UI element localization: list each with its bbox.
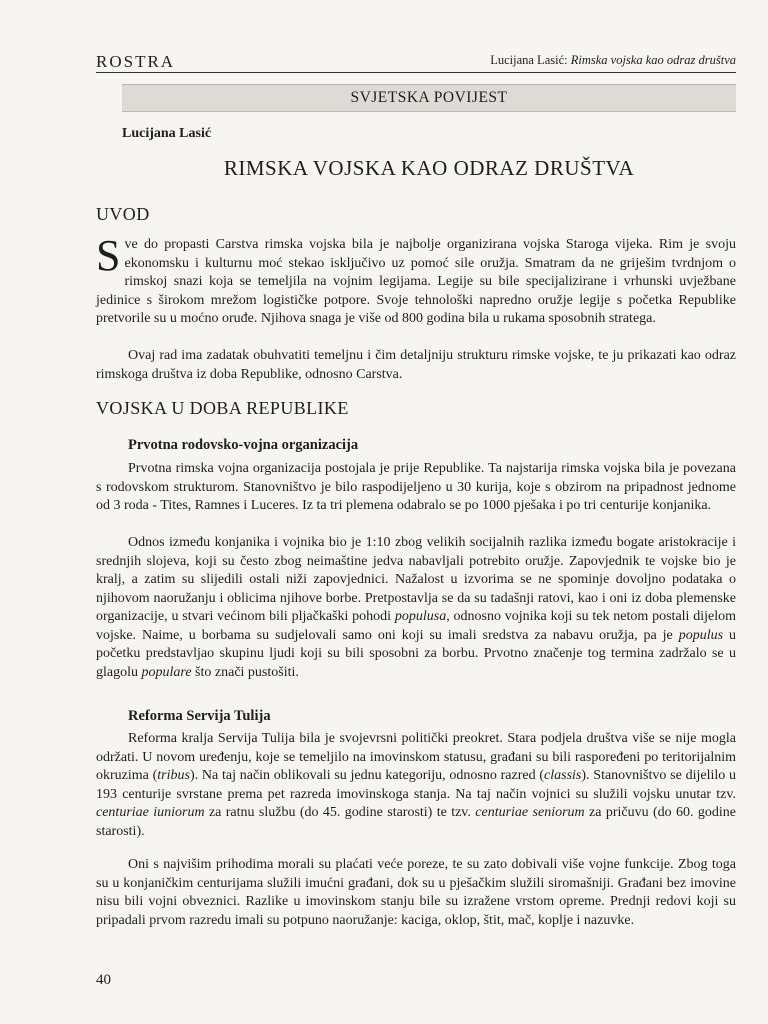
subheading-rodovsko-vojna: Prvotna rodovsko-vojna organizacija [128, 437, 359, 453]
paragraph-uvod-1 [96, 231, 736, 329]
latin-term: populusa [394, 609, 447, 624]
text-run: za ratnu službu (do 45. godine starosti) te tzv. [204, 805, 476, 820]
latin-term: classis [544, 768, 582, 783]
drop-cap: S [96, 231, 121, 280]
header-article-title: Rimska vojska kao odraz društva [570, 53, 736, 67]
latin-term: tribus [157, 768, 190, 783]
header-article-reference [490, 53, 736, 68]
text-run: ). Na taj način oblikovali su jednu kategoriju, odnosno razred ( [189, 768, 545, 783]
running-header [96, 50, 736, 73]
text-run: što znači pustošiti. [191, 664, 299, 680]
subheading-reforma-servija-tulija: Reforma Servija Tulija [128, 708, 271, 724]
paragraph-republika-2 [96, 534, 736, 682]
journal-name: ROSTRA [96, 52, 176, 71]
paragraph-republika-4: Oni s najvišim prihodima morali su plaćati veće poreze, te su zato dobivali više vojne funkcije. Zbog toga su u konjaničkim centurijama služili imućni građani, dok su u pješačkim služili siromašniji. Građani bez imovine nisu bili vojni obveznici. Razlike u imovinskom stanju bile su izražene vrstom opreme. Prednji redovi koji su pripadali prvom razredu imali su potpuno naoružanje: kaciga, oklop, štit, mač, koplje i nazuvke. [96, 857, 736, 928]
page-number: 40 [96, 972, 111, 988]
paragraph-republika-3 [96, 730, 736, 841]
text-run: Reforma kralja Servija Tulija bila je svojevrsni politički preokret. Stara podjela društva više se nije mogla održati. U novom uređenju, koje se temeljilo na imovinskom statusu, građani su bili raspoređeni po teritorijalnim okruzima ( [96, 731, 736, 783]
latin-term: populus [678, 627, 724, 643]
latin-term: centuriae iuniorum [96, 805, 205, 820]
heading-uvod: UVOD [96, 204, 150, 224]
paragraph-republika-1: Prvotna rimska vojna organizacija postojala je prije Republike. Ta najstarija rimska vojska bila je povezana s rodovskom strukturom. Stanovništvo je bilo raspodijeljeno u 30 kurija, koje s obzirom na pripadnost jednome od 3 roda - Tites, Ramnes i Luceres. Iz ta tri plemena odabralo se po 1000 pješaka i po tri centurije konjanika. [96, 461, 736, 513]
text-run: Odnos između konjanika i vojnika bio je 1:10 zbog velikih socijalnih razlika između bogate aristokracije i srednjih slojeva, koji su često zbog neimaštine jedva nabavljali potrebito oružje. Zapovjednik te vojske bio je kralj, a zatim su slijedili ostali niži zapovjednici. Nažalost u izvorima se ne spominje dovoljno podataka o njihovom naoružanju i oblicima njihove borbe. Pretpostavlja se da su tadašnji ratovi, kao i oni iz doba plemenske organizacije, u stvari većinom bili pljačkaški pohodi [96, 535, 736, 624]
article-author: Lucijana Lasić [122, 126, 212, 141]
latin-term: centuriae seniorum [475, 805, 585, 820]
heading-vojska-republike: VOJSKA U DOBA REPUBLIKE [96, 398, 349, 418]
latin-term: populare [141, 664, 192, 680]
text-run: , odnosno vojnika koji su tek netom postali dijelom vojske. Naime, u borbama su sudjelovali samo oni koji su imali sredstva za nabavu oružja, pa je [96, 609, 737, 643]
text-run: u početku predstavljao skupinu ljudi koji su bili sposobni za borbu. Prvotno značenje tog termina zadržalo se u glagolu [96, 627, 737, 680]
text-run: ). Stanovništvo se dijelilo u 193 centurije svrstane prema pet razreda imovinskoga stanja. Na taj način vojnici su služili vojsku unutar tzv. [96, 768, 736, 802]
paragraph-uvod-1-text: ve do propasti Carstva rimska vojska bila je najbolje organizirana vojska Staroga vijeka. Rim je svoju ekonomsku i kulturnu moć stekao isključivo uz pomoć sile oružja. Smatram da ne griješim tvrdnjom o rimskoj snazi koja se temeljila na vojnim legijama. Legije su bile specijalizirane i vrhunski uvježbane jedinice s širokom mrežom logističke potpore. Svoje tehnološki napredno oružje legije s početka Republike pretvorile su u moćno oruđe. Njihova snaga je više od 800 godina bila u rukama sposobnih stratega. [96, 237, 736, 326]
article-title: RIMSKA VOJSKA KAO ODRAZ DRUŠTVA [223, 156, 635, 180]
paragraph-uvod-2: Ovaj rad ima zadatak obuhvatiti temeljnu i čim detaljniju strukturu rimske vojske, te ju prikazati kao odraz rimskoga društva iz doba Republike, odnosno Carstva. [96, 348, 736, 382]
header-author: Lucijana Lasić: [490, 53, 571, 67]
section-band: SVJETSKA POVIJEST [122, 84, 736, 112]
text-run: za pričuvu (do 60. godine starosti). [96, 805, 736, 839]
